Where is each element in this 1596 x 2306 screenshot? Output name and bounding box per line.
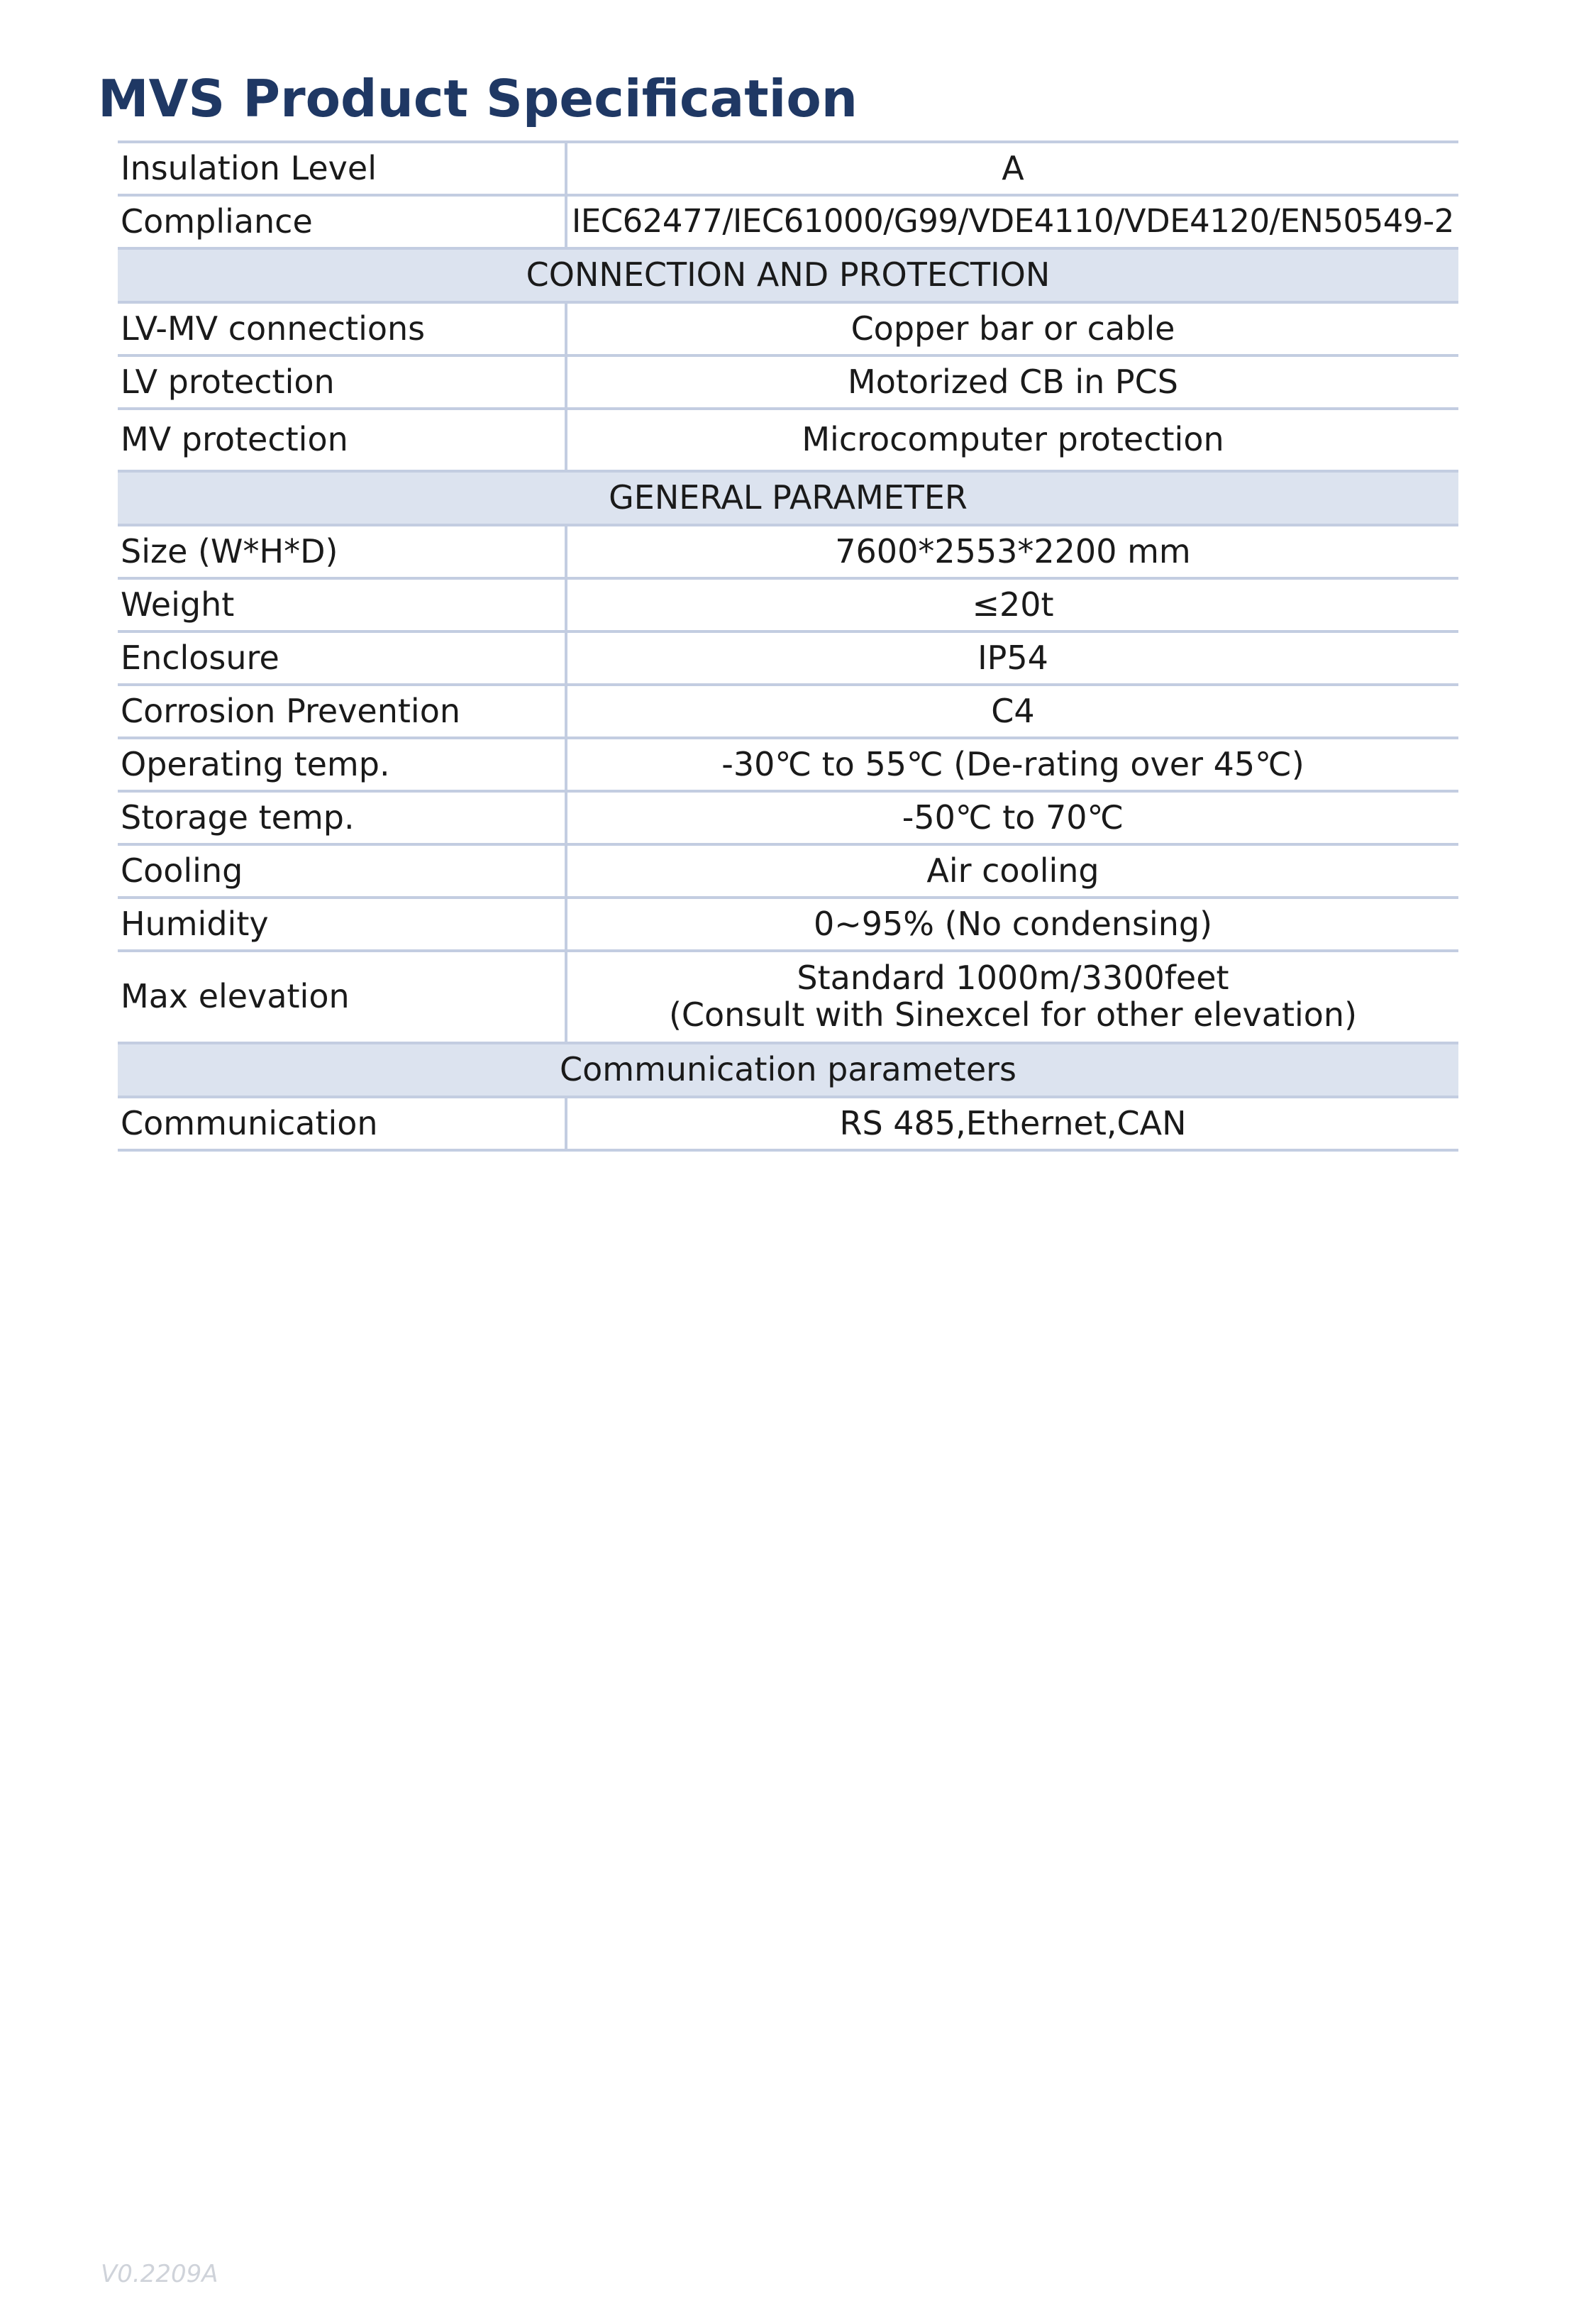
row-label: MV protection xyxy=(118,409,566,471)
row-label: Size (W*H*D) xyxy=(118,525,566,578)
table-row-cooling xyxy=(118,844,1458,898)
row-label: Communication xyxy=(118,1097,566,1150)
row-label: Cooling xyxy=(118,844,566,898)
section-title: CONNECTION AND PROTECTION xyxy=(118,248,1458,302)
table-row-storage-temp xyxy=(118,791,1458,844)
table-row-corrosion-prevention xyxy=(118,685,1458,738)
table-row-humidity xyxy=(118,898,1458,951)
row-label: Enclosure xyxy=(118,631,566,685)
row-value: RS 485,Ethernet,CAN xyxy=(566,1097,1458,1150)
table-row-max-elevation xyxy=(118,951,1458,1043)
row-value: IEC62477/IEC61000/G99/VDE4110/VDE4120/EN50549-2 xyxy=(566,195,1458,248)
spec-table xyxy=(118,140,1458,1152)
row-value: -30℃ to 55℃ (De-rating over 45℃) xyxy=(566,738,1458,791)
table-row-lv-protection xyxy=(118,355,1458,409)
version-footer: V0.2209A xyxy=(101,2260,218,2288)
table-row-communication xyxy=(118,1097,1458,1150)
row-label: Humidity xyxy=(118,898,566,951)
table-row-weight xyxy=(118,578,1458,631)
row-label: Storage temp. xyxy=(118,791,566,844)
row-value: Microcomputer protection xyxy=(566,409,1458,471)
table-row-size xyxy=(118,525,1458,578)
section-header-general xyxy=(118,471,1458,525)
row-value: Motorized CB in PCS xyxy=(566,355,1458,409)
section-title: GENERAL PARAMETER xyxy=(118,471,1458,525)
row-value-line: (Consult with Sinexcel for other elevation) xyxy=(668,995,1358,1034)
table-row-enclosure xyxy=(118,631,1458,685)
section-header-communication xyxy=(118,1043,1458,1097)
page-title: MVS Product Specification xyxy=(98,69,858,128)
row-label: Compliance xyxy=(118,195,566,248)
table-row-mv-protection xyxy=(118,409,1458,471)
section-title: Communication parameters xyxy=(118,1043,1458,1097)
table-row-operating-temp xyxy=(118,738,1458,791)
table-row-insulation-level xyxy=(118,142,1458,195)
row-value: IP54 xyxy=(566,631,1458,685)
row-label: Weight xyxy=(118,578,566,631)
row-value: 7600*2553*2200 mm xyxy=(566,525,1458,578)
row-value: Air cooling xyxy=(566,844,1458,898)
section-header-connection xyxy=(118,248,1458,302)
row-value: ≤20t xyxy=(566,578,1458,631)
row-value: C4 xyxy=(566,685,1458,738)
row-label: Corrosion Prevention xyxy=(118,685,566,738)
row-value: Copper bar or cable xyxy=(566,302,1458,355)
row-value xyxy=(566,951,1458,1043)
row-label: LV-MV connections xyxy=(118,302,566,355)
row-label: Max elevation xyxy=(118,951,566,1043)
row-label: LV protection xyxy=(118,355,566,409)
row-value: 0~95% (No condensing) xyxy=(566,898,1458,951)
row-value: -50℃ to 70℃ xyxy=(566,791,1458,844)
table-row-compliance xyxy=(118,195,1458,248)
row-value-line: Standard 1000m/3300feet xyxy=(797,959,1229,998)
row-label: Operating temp. xyxy=(118,738,566,791)
row-label: Insulation Level xyxy=(118,142,566,195)
row-value: A xyxy=(566,142,1458,195)
table-row-lv-mv-connections xyxy=(118,302,1458,355)
